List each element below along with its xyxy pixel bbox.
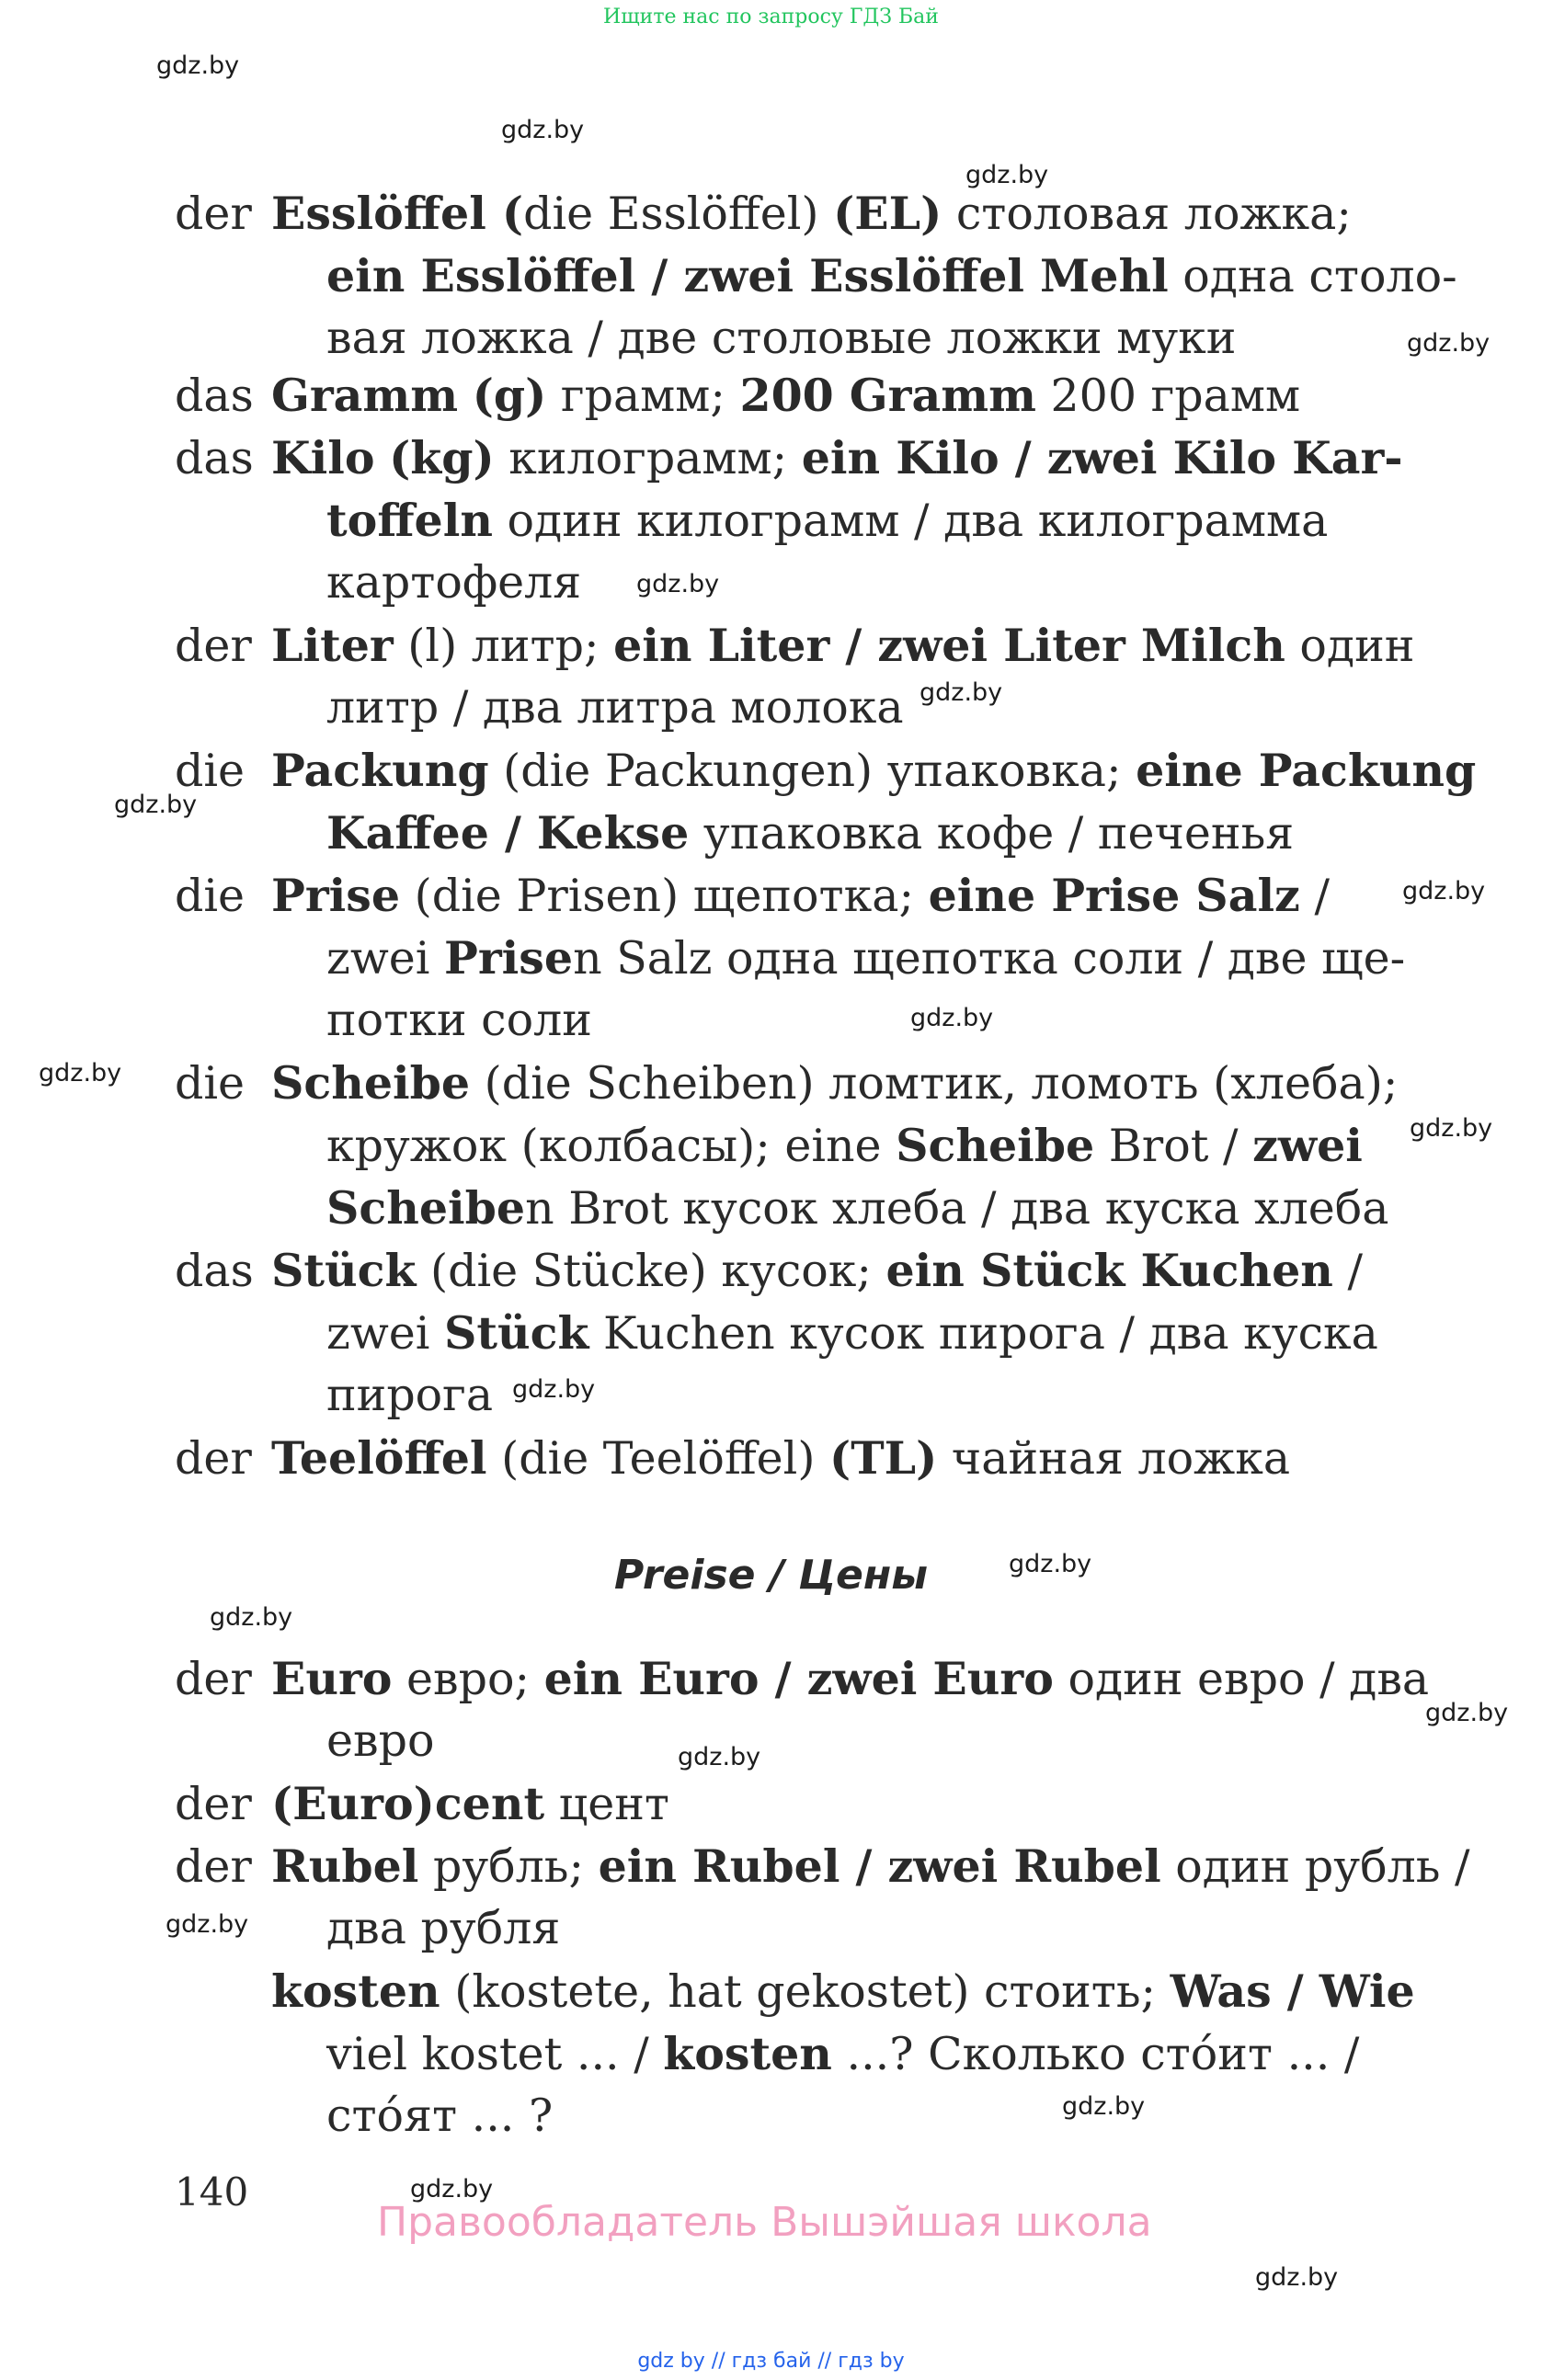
- watermark: gdz.by: [39, 1059, 122, 1088]
- watermark: gdz.by: [910, 1004, 994, 1032]
- watermark: gdz.by: [636, 570, 720, 598]
- entry-continuation: zwei Stück Kuchen кусок пирога / два куска: [326, 1306, 1378, 1360]
- entry-continuation: литр / два литра молока: [326, 681, 904, 734]
- article: der: [175, 620, 252, 672]
- article: das: [175, 432, 254, 484]
- entry-continuation: стóят ... ?: [326, 2090, 554, 2142]
- entry-headline: die Packung (die Packungen) упаковка; eine Packung: [175, 739, 1393, 803]
- entry-continuation: zwei Prisen Salz одна щепотка соли / две ще-: [326, 931, 1406, 985]
- copyright-notice: Правообладатель Вышэйшая школа: [377, 2199, 1152, 2246]
- entry-continuation: картофеля: [326, 556, 582, 609]
- entry-headline: kosten (kostete, hat gekostet) стоить; Was / Wie: [271, 1964, 1415, 2018]
- article: die: [175, 870, 246, 922]
- watermark: gdz.by: [919, 678, 1003, 707]
- entry-headline: das Stück (die Stücke) кусок; ein Stück Kuchen /: [175, 1239, 1393, 1303]
- entry-continuation: вая ложка / две столовые ложки муки: [326, 312, 1237, 364]
- watermark: gdz.by: [1062, 2092, 1146, 2121]
- entry-continuation: viel kostet ... / kosten ...? Сколько стóит ... /: [326, 2027, 1360, 2080]
- entry-headline: der Rubel рубль; ein Rubel / zwei Rubel один рубль /: [175, 1835, 1393, 1898]
- watermark: gdz.by: [512, 1375, 596, 1404]
- watermark: gdz.by: [114, 791, 198, 819]
- watermark: gdz.by: [1009, 1550, 1092, 1578]
- article: das: [175, 370, 254, 422]
- watermark: gdz.by: [965, 161, 1049, 189]
- entry-continuation: два рубля: [326, 1902, 561, 1954]
- entry-headline: der Liter (l) литр; ein Liter / zwei Liter Milch один: [175, 614, 1393, 678]
- entry-continuation: кружок (колбасы); eine Scheibe Brot / zwei: [326, 1119, 1363, 1172]
- entry-headline: das Kilo (kg) килограмм; ein Kilo / zwei Kilo Kar-: [175, 427, 1393, 490]
- watermark: gdz.by: [1425, 1699, 1509, 1727]
- top-note: Ищите нас по запросу ГДЗ Бай: [603, 6, 939, 28]
- entry-headline: die Scheibe (die Scheiben) ломтик, ломоть (хлеба);: [175, 1052, 1393, 1115]
- article: der: [175, 1432, 252, 1485]
- watermark: gdz.by: [410, 2175, 494, 2203]
- entry-continuation: евро: [326, 1714, 435, 1767]
- entry-headline: der Esslöffel (die Esslöffel) (EL) столовая ложка;: [175, 182, 1393, 245]
- watermark: gdz.by: [166, 1910, 249, 1939]
- entry-headline: die Prise (die Prisen) щепотка; eine Prise Salz /: [175, 864, 1393, 928]
- entry-continuation: ein Esslöffel / zwei Esslöffel Mehl одна столо-: [326, 249, 1457, 302]
- article: der: [175, 1778, 252, 1830]
- page-number: 140: [175, 2169, 249, 2215]
- entry-headline: das Gramm (g) грамм; 200 Gramm 200 грамм: [175, 364, 1393, 427]
- entry-headline: der Euro евро; ein Euro / zwei Euro один евро / два: [175, 1647, 1393, 1711]
- watermark: gdz.by: [1255, 2263, 1339, 2292]
- article: die: [175, 745, 246, 797]
- watermark: gdz.by: [1402, 877, 1486, 905]
- article: der: [175, 1653, 252, 1705]
- watermark: gdz.by: [210, 1603, 293, 1632]
- entry-continuation: toffeln один килограмм / два килограмма: [326, 494, 1329, 547]
- section-title: Preise / Цены: [613, 1552, 929, 1599]
- entry-headline: der (Euro)cent цент: [175, 1772, 1393, 1836]
- footer-links: gdz by // гдз бай // гдз by: [637, 2350, 905, 2373]
- watermark: gdz.by: [501, 116, 585, 144]
- watermark: gdz.by: [678, 1743, 761, 1771]
- watermark: gdz.by: [156, 51, 240, 80]
- entry-continuation: Kaffee / Kekse упаковка кофе / печенья: [326, 806, 1295, 860]
- watermark: gdz.by: [1410, 1114, 1493, 1143]
- watermark: gdz.by: [1407, 329, 1491, 358]
- entry-continuation: потки соли: [326, 994, 592, 1046]
- article: die: [175, 1057, 246, 1110]
- article: der: [175, 1840, 252, 1893]
- article: der: [175, 188, 252, 240]
- entry-continuation: Scheiben Brot кусок хлеба / два куска хлеба: [326, 1181, 1389, 1235]
- article: das: [175, 1245, 254, 1297]
- entry-continuation: пирога: [326, 1369, 494, 1421]
- entry-headline: der Teelöffel (die Teelöffel) (TL) чайная ложка: [175, 1427, 1393, 1490]
